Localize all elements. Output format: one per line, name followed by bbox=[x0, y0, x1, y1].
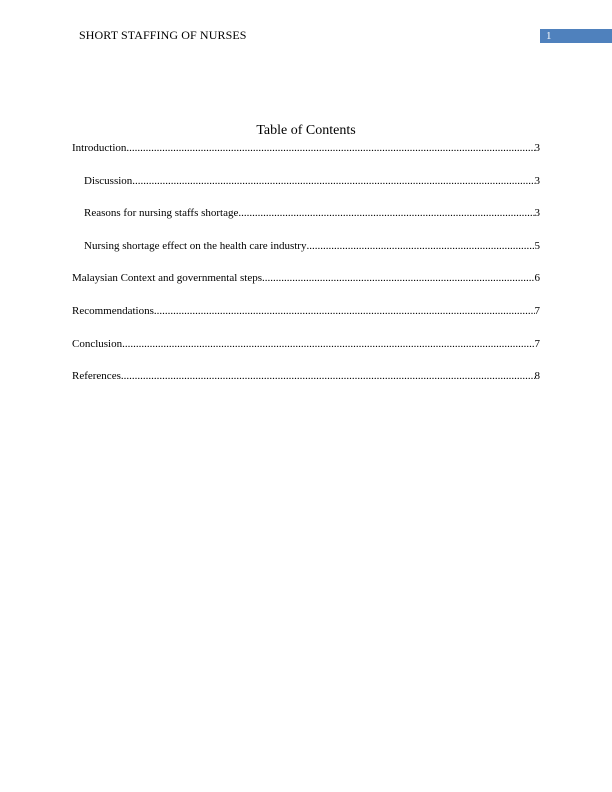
page-header bbox=[0, 0, 612, 50]
toc-dot-leader bbox=[126, 142, 534, 154]
toc-entry-text: Recommendations bbox=[72, 304, 154, 317]
toc-entry-page: 3 bbox=[534, 174, 540, 187]
toc-title: Table of Contents bbox=[256, 123, 356, 138]
toc-entry-text: Reasons for nursing staffs shortage bbox=[84, 207, 239, 220]
toc-entry-text: Malaysian Context and governmental steps bbox=[72, 272, 263, 285]
toc-entry-page: 6 bbox=[534, 272, 540, 285]
toc-entry-page: 8 bbox=[534, 370, 540, 383]
toc-entry-page: 7 bbox=[534, 337, 540, 350]
running-head: SHORT STAFFING OF NURSES bbox=[79, 28, 247, 42]
toc-dot-leader bbox=[306, 240, 534, 252]
toc-entry-text: Nursing shortage effect on the health care industry bbox=[84, 239, 307, 252]
toc-entry-introduction[interactable] bbox=[72, 142, 540, 175]
toc-dot-leader bbox=[154, 305, 535, 317]
page-number: 1 bbox=[540, 29, 612, 43]
toc-entry-malaysian-context[interactable] bbox=[72, 272, 540, 305]
toc-entry-page: 3 bbox=[534, 207, 540, 220]
toc-dot-leader bbox=[122, 338, 534, 350]
toc-entry-references[interactable] bbox=[72, 370, 540, 403]
toc-entry-effect[interactable] bbox=[72, 240, 540, 273]
toc-dot-leader bbox=[132, 175, 534, 187]
toc-entry-recommendations[interactable] bbox=[72, 305, 540, 338]
toc-entry-reasons[interactable] bbox=[72, 207, 540, 240]
toc-entry-text: Introduction bbox=[72, 142, 127, 154]
toc-entry-text: References bbox=[72, 370, 121, 383]
toc-dot-leader bbox=[121, 370, 535, 382]
toc-entry-text: Discussion bbox=[84, 174, 133, 187]
table-of-contents bbox=[72, 142, 540, 403]
toc-entry-page: 3 bbox=[534, 142, 540, 154]
toc-entry-conclusion[interactable] bbox=[72, 338, 540, 371]
toc-entry-text: Conclusion bbox=[72, 337, 123, 350]
toc-entry-page: 7 bbox=[534, 304, 540, 317]
toc-dot-leader bbox=[238, 207, 534, 219]
toc-entry-page: 5 bbox=[534, 239, 540, 252]
toc-dot-leader bbox=[262, 272, 534, 284]
toc-entry-discussion[interactable] bbox=[72, 175, 540, 208]
